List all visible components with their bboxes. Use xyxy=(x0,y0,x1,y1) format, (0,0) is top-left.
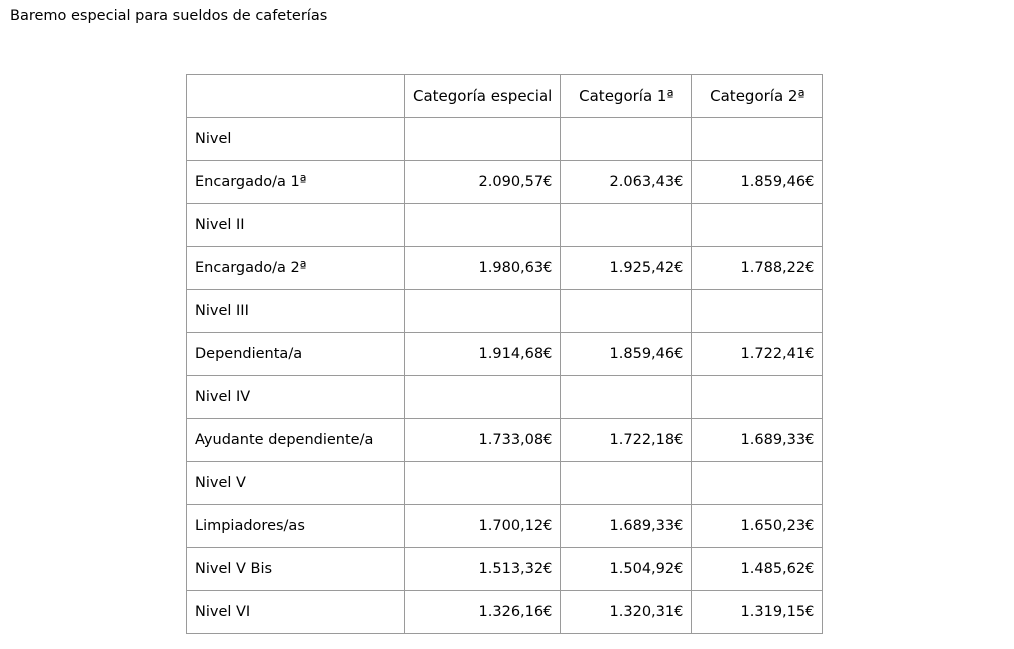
row-value: 1.650,23€ xyxy=(692,505,823,548)
column-header-categoria-1: Categoría 1ª xyxy=(561,75,692,118)
row-value: 1.326,16€ xyxy=(405,591,561,634)
row-label: Nivel VI xyxy=(187,591,405,634)
table-body xyxy=(187,118,823,634)
row-label: Nivel V Bis xyxy=(187,548,405,591)
row-label: Limpiadores/as xyxy=(187,505,405,548)
row-value xyxy=(561,462,692,505)
page-title: Baremo especial para sueldos de cafeterías xyxy=(10,8,328,24)
row-value xyxy=(561,204,692,247)
row-value xyxy=(405,462,561,505)
column-header-categoria-2: Categoría 2ª xyxy=(692,75,823,118)
table-row xyxy=(187,118,823,161)
row-value: 1.733,08€ xyxy=(405,419,561,462)
row-value: 1.722,18€ xyxy=(561,419,692,462)
row-value: 1.513,32€ xyxy=(405,548,561,591)
row-label: Nivel V xyxy=(187,462,405,505)
row-value xyxy=(561,118,692,161)
row-value: 1.914,68€ xyxy=(405,333,561,376)
row-value: 2.090,57€ xyxy=(405,161,561,204)
row-label: Dependienta/a xyxy=(187,333,405,376)
row-value: 1.859,46€ xyxy=(561,333,692,376)
column-header-categoria-especial: Categoría especial xyxy=(405,75,561,118)
row-value xyxy=(405,290,561,333)
salary-table-container xyxy=(186,74,823,634)
row-label: Nivel II xyxy=(187,204,405,247)
table-row xyxy=(187,290,823,333)
table-row xyxy=(187,462,823,505)
table-row xyxy=(187,204,823,247)
row-value xyxy=(692,118,823,161)
table-row xyxy=(187,419,823,462)
table-row xyxy=(187,161,823,204)
row-value: 1.319,15€ xyxy=(692,591,823,634)
row-value xyxy=(692,462,823,505)
table-row xyxy=(187,376,823,419)
row-value xyxy=(692,376,823,419)
row-value: 1.320,31€ xyxy=(561,591,692,634)
row-value: 1.689,33€ xyxy=(692,419,823,462)
row-value: 2.063,43€ xyxy=(561,161,692,204)
row-value xyxy=(692,290,823,333)
row-value xyxy=(561,376,692,419)
table-header xyxy=(187,75,823,118)
row-value: 1.504,92€ xyxy=(561,548,692,591)
row-label: Nivel xyxy=(187,118,405,161)
row-value xyxy=(405,204,561,247)
row-value: 1.788,22€ xyxy=(692,247,823,290)
table-row xyxy=(187,333,823,376)
salary-table xyxy=(186,74,823,634)
row-value: 1.980,63€ xyxy=(405,247,561,290)
row-value xyxy=(405,118,561,161)
table-row xyxy=(187,591,823,634)
row-value: 1.925,42€ xyxy=(561,247,692,290)
row-value: 1.485,62€ xyxy=(692,548,823,591)
row-value: 1.700,12€ xyxy=(405,505,561,548)
row-label: Ayudante dependiente/a xyxy=(187,419,405,462)
row-value xyxy=(692,204,823,247)
table-row xyxy=(187,548,823,591)
table-row xyxy=(187,247,823,290)
row-value: 1.689,33€ xyxy=(561,505,692,548)
row-label: Nivel III xyxy=(187,290,405,333)
row-label: Nivel IV xyxy=(187,376,405,419)
row-value: 1.722,41€ xyxy=(692,333,823,376)
table-header-row xyxy=(187,75,823,118)
row-label: Encargado/a 2ª xyxy=(187,247,405,290)
table-row xyxy=(187,505,823,548)
row-value xyxy=(561,290,692,333)
row-label: Encargado/a 1ª xyxy=(187,161,405,204)
column-header-blank xyxy=(187,75,405,118)
row-value: 1.859,46€ xyxy=(692,161,823,204)
row-value xyxy=(405,376,561,419)
